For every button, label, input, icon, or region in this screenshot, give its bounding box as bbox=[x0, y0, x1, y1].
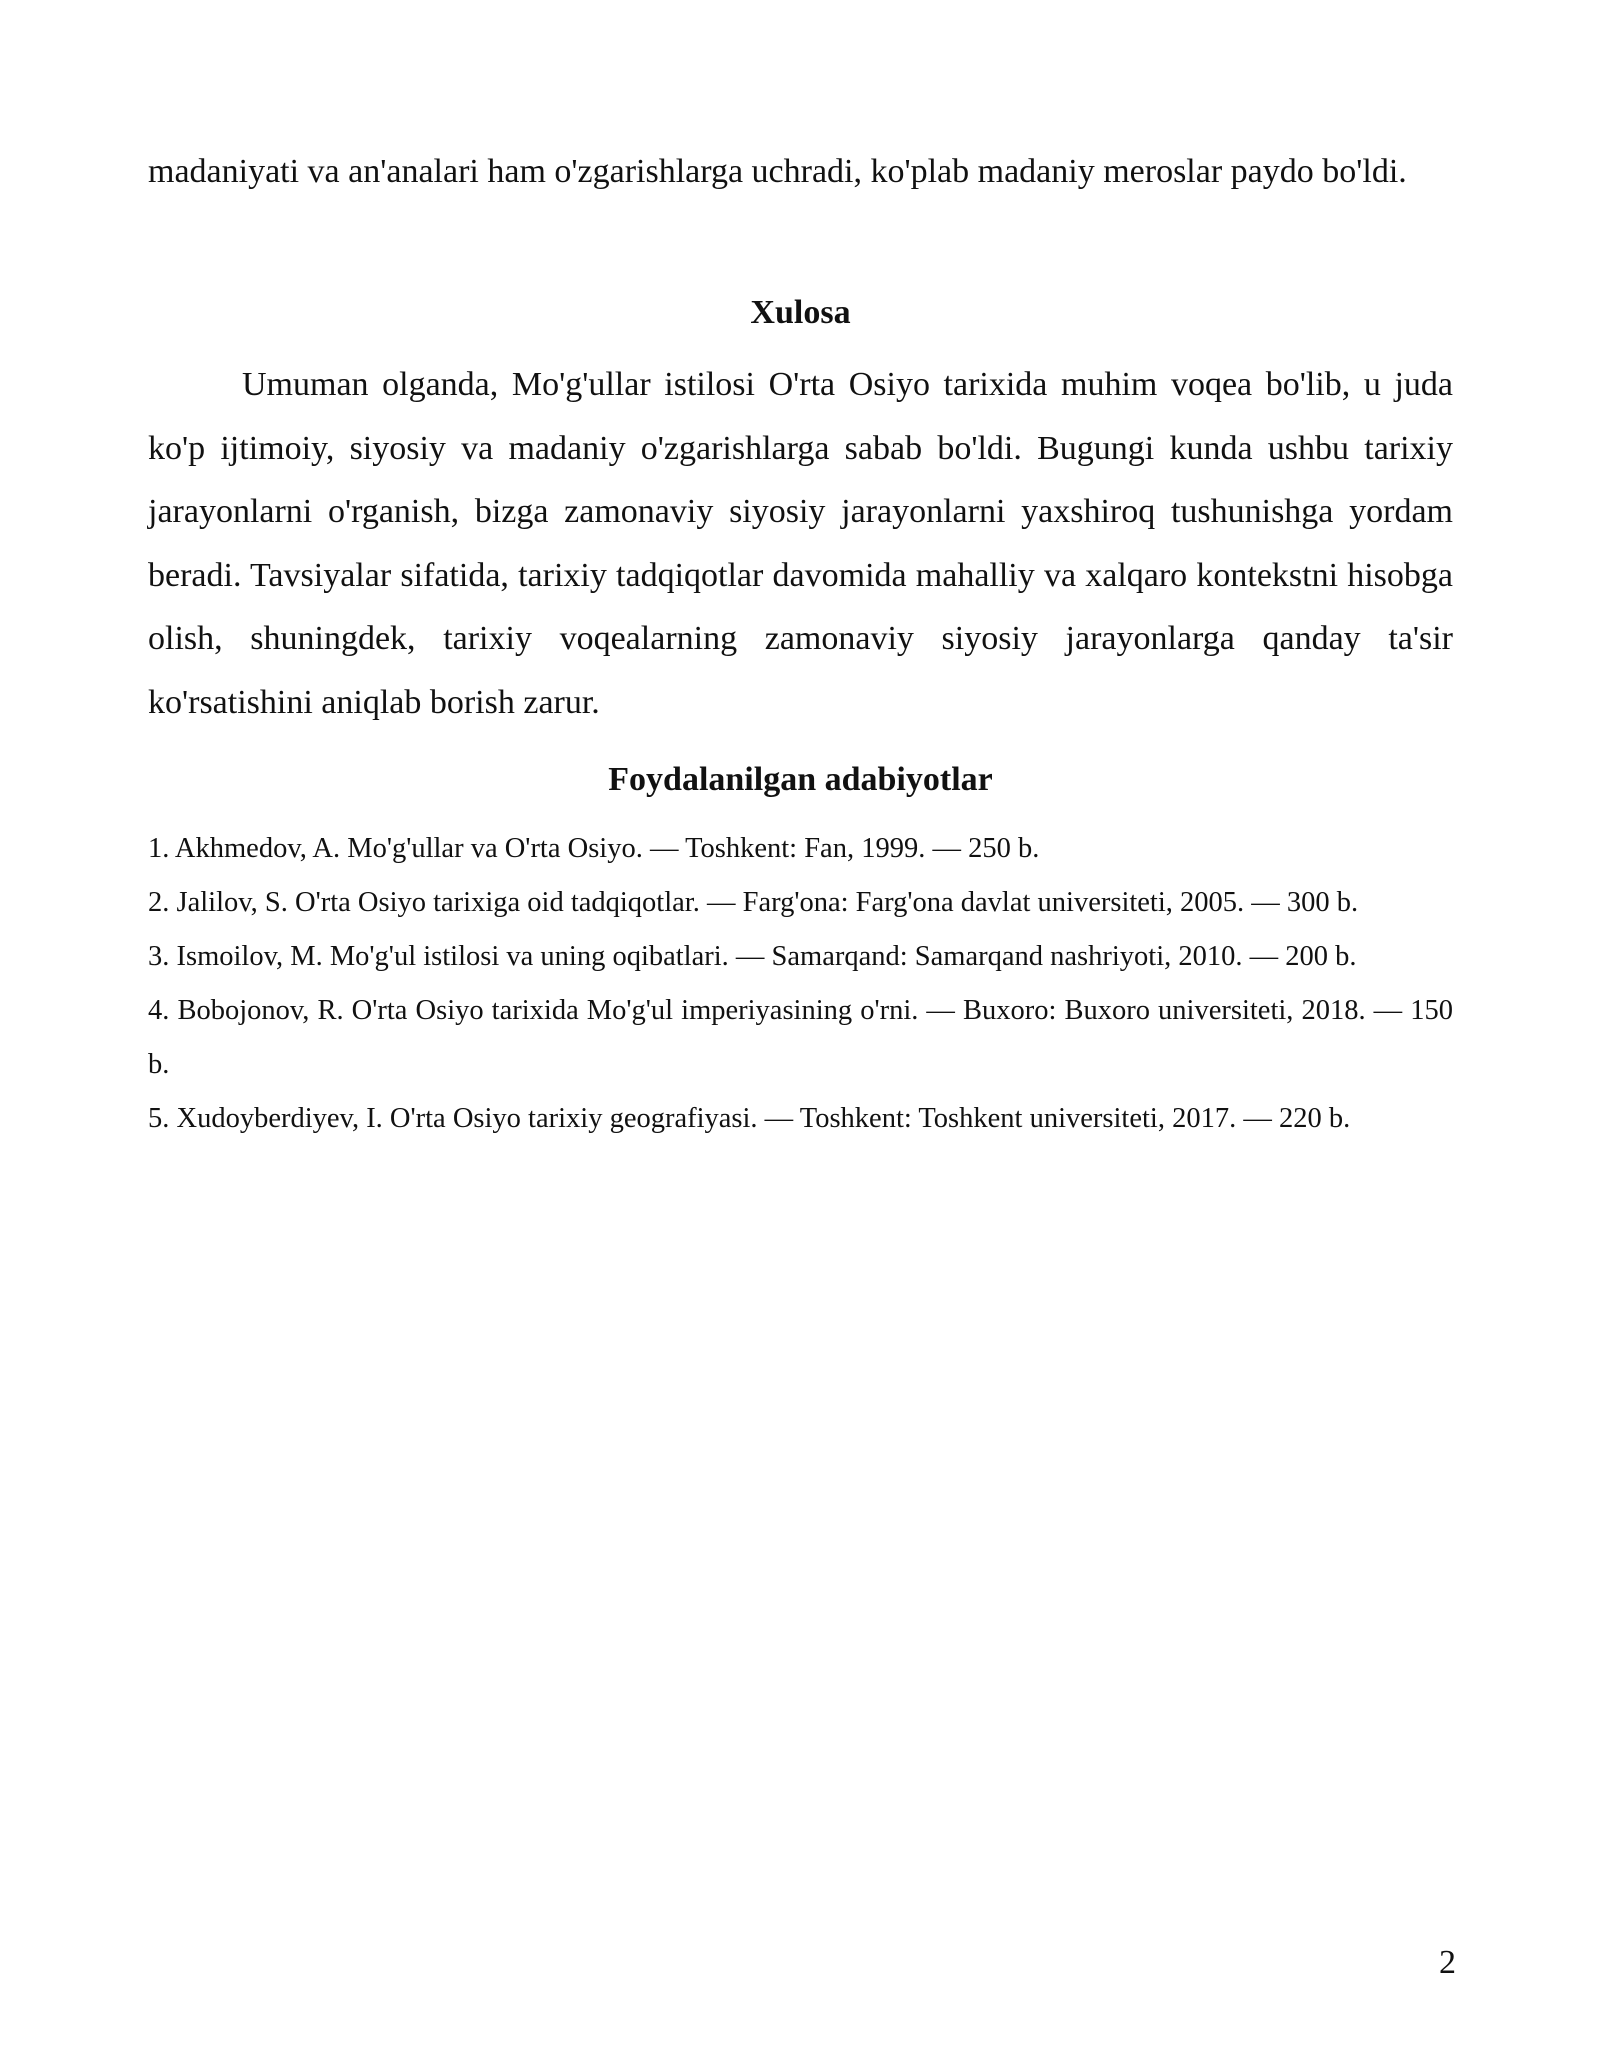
reference-item: 5. Xudoyberdiyev, I. O'rta Osiyo tarixiy geografiyasi. — Toshkent: Toshkent universiteti, 2017. — 220 b. bbox=[148, 1103, 1351, 1134]
reference-item: 2. Jalilov, S. O'rta Osiyo tarixiga oid tadqiqotlar. — Farg'ona: Farg'ona davlat universiteti, 2005. — 300 b. bbox=[148, 887, 1359, 918]
reference-item: 4. Bobojonov, R. O'rta Osiyo tarixida Mo'g'ul imperiyasining o'rni. — Buxoro: Buxoro universiteti, 2018. — 150 b. bbox=[148, 995, 1453, 1080]
reference-item: 3. Ismoilov, M. Mo'g'ul istilosi va uning oqibatlari. — Samarqand: Samarqand nashriyoti, 2010. — 200 b. bbox=[148, 941, 1357, 972]
reference-item: 1. Akhmedov, A. Mo'g'ullar va O'rta Osiyo. — Toshkent: Fan, 1999. — 250 b. bbox=[148, 833, 1040, 864]
references-heading: Foydalanilgan adabiyotlar bbox=[608, 761, 993, 798]
page-number: 2 bbox=[1439, 1944, 1456, 1981]
references-list bbox=[148, 822, 1453, 1146]
conclusion-heading: Xulosa bbox=[750, 294, 851, 331]
conclusion-paragraph: Umuman olganda, Mo'g'ullar istilosi O'rta Osiyo tarixida muhim voqea bo'lib, u juda ko'p ijtimoiy, siyosiy va madaniy o'zgarishlarga sabab bo'ldi. Bugungi kunda ushbu tarixiy jarayonlarni o'rganish, bizga zamonaviy siyosiy jarayonlarni yaxshiroq tushunishga yordam beradi. Tavsiyalar sifatida, tarixiy tadqiqotlar davomida mahalliy va xalqaro kontekstni hisobga olish, shuningdek, tarixiy voqealarning zamonaviy siyosiy jarayonlarga qanday ta'sir ko'rsatishini aniqlab borish zarur. bbox=[148, 366, 1453, 721]
continued-paragraph: madaniyati va an'analari ham o'zgarishlarga uchradi, ko'plab madaniy meroslar paydo bo'ldi. bbox=[148, 153, 1407, 190]
